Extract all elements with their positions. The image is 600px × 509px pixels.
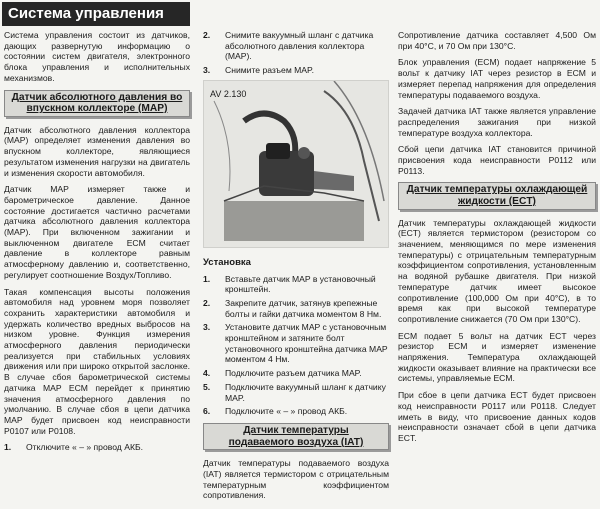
step-text: Снимите разъем MAP. <box>225 65 315 76</box>
installation-step <box>203 368 389 379</box>
installation-step <box>203 274 389 295</box>
step-number: 2. <box>203 297 211 308</box>
ect-section-heading: Датчик температуры охлаждающей жидкости (ECT) <box>398 182 596 209</box>
removal-steps-continued <box>203 30 389 76</box>
iat-paragraph-4: Задачей датчика IAT также является управление распределения зажигания при низкой температуре воздуха коллектора. <box>398 106 596 138</box>
map-paragraph-2: Датчик MAP измеряет также и барометрическое давление. Данное состояние достигается частично расчетами датчика абсолютного давления коллектора (MAP). При включенном зажигании и выключенном двигателе ECM считает давление в коллекторе равным атмосферному давлению и, соответственно, регулирует соотношение Воздух/Топливо. <box>4 184 190 280</box>
step-text: Подключите « – » провод АКБ. <box>225 406 348 417</box>
ect-paragraph-3: При сбое в цепи датчика ECT будет присвоен код неисправности P0117 или P0118. Следует иметь в виду, что присвоение данных кодов неисправности означает сбой в цепи датчика ECT. <box>398 390 596 443</box>
page-title: Система управления <box>2 2 190 26</box>
column-right <box>398 30 596 450</box>
column-left <box>4 30 190 457</box>
figure-label: AV 2.130 <box>210 88 247 99</box>
iat-paragraph-1: Датчик температуры подаваемого воздуха (IAT) является термистором с отрицательным температурным коэффициентом сопротивления. <box>203 458 389 501</box>
step-text: Вставьте датчик MAP в установочный кронштейн. <box>225 273 376 295</box>
step-text: Закрепите датчик, затянув крепежные болты и гайки датчика моментом 8 Нм. <box>225 297 382 319</box>
column-middle <box>203 30 389 507</box>
ect-paragraph-1: Датчик температуры охлаждающей жидкости (ECT) является термистором (резистором со значением, меняющимся по мере изменения температуры) с отрицательным температурным коэффициентом сопротивления, установленным на водяной рубашке двигателя. При низкой температуре датчик имеет высокое сопротивление (100,000 Ом при 40°C), в то время как при высокой температуре сопротивление снижается (70 Ом при 130°C). <box>398 217 596 324</box>
iat-paragraph-2: Сопротивление датчика составляет 4,500 Ом при 40°C, и 70 Ом при 130°C. <box>398 30 596 51</box>
step-text: Снимите вакуумный шланг с датчика абсолютного давления коллектора (MAP). <box>225 30 374 62</box>
iat-paragraph-5: Сбой цепи датчика IAT становится причиной присвоения кода неисправности P0112 или P0113. <box>398 144 596 176</box>
removal-steps-start <box>4 442 190 453</box>
step-text: Отключите « – » провод АКБ. <box>26 442 143 453</box>
intro-paragraph: Система управления состоит из датчиков, дающих развернутую информацию о состоянии систем двигателя, электронного блока управления и исполнительных механизмов. <box>4 30 190 83</box>
map-section-heading: Датчик абсолютного давления во впускном коллекторе (MAP) <box>4 90 190 117</box>
step-number: 1. <box>4 442 12 453</box>
iat-paragraph-3: Блок управления (ECM) подает напряжение 5 вольт к датчику IAT через резистор в ECM и измеряет перепад напряжения для определения температуры подаваемого воздуха. <box>398 57 596 100</box>
iat-section-heading: Датчик температуры подаваемого воздуха (IAT) <box>203 423 389 450</box>
ect-paragraph-2: ECM подает 5 вольт на датчик ECT через резистор ECM и измеряет изменение напряжения. Температура охлаждающей жидкости оказывает влияние на практически все системы, управляемые ECM. <box>398 330 596 384</box>
step-number: 1. <box>203 273 211 284</box>
step-number: 3. <box>203 65 211 76</box>
installation-step <box>203 406 389 417</box>
step-text: Подключите разъем датчика MAP. <box>225 368 362 379</box>
installation-step <box>203 298 389 319</box>
installation-step <box>203 382 389 403</box>
removal-step <box>4 442 190 453</box>
step-number: 2. <box>203 30 211 40</box>
map-sensor-photo <box>203 80 389 248</box>
installation-steps <box>203 274 389 417</box>
installation-heading: Установка <box>203 256 251 268</box>
step-number: 4. <box>203 368 211 379</box>
step-number: 3. <box>203 322 211 333</box>
removal-step <box>203 65 389 76</box>
step-number: 5. <box>203 381 211 392</box>
map-paragraph-3: Такая компенсация высоты положения автомобиля над уровнем моря позволяет сохранить характеристики автомобиля и удержать количество вредных выбросов на низком уровне. Функция измерения атмосферного давления периодически реализуется при стабильных условиях движения или при широко открытой заслонке. В случае сбоя барометрической системы датчика MAP ECM перейдет к принятию значения атмосферного давления по умолчанию. В случае сбоя в цепи датчика MAP будет присвоен код неисправности P0107 или P0108. <box>4 286 190 436</box>
step-text: Подключите вакуумный шланг к датчику MAP. <box>225 381 386 403</box>
installation-step <box>203 322 389 365</box>
step-text: Установите датчик MAP с установочным кронштейном и затяните болт установочного кронштейна датчика MAP моментом 4 Нм. <box>225 322 388 365</box>
engine-bay-illustration <box>204 81 389 248</box>
step-number: 6. <box>203 406 211 417</box>
map-paragraph-1: Датчик абсолютного давления коллектора (MAP) определяет изменения давления во впускном коллекторе, являющиеся результатом изменения нагрузки на двигатель и изменения скорости автомобиля. <box>4 124 190 178</box>
removal-step <box>203 30 389 62</box>
